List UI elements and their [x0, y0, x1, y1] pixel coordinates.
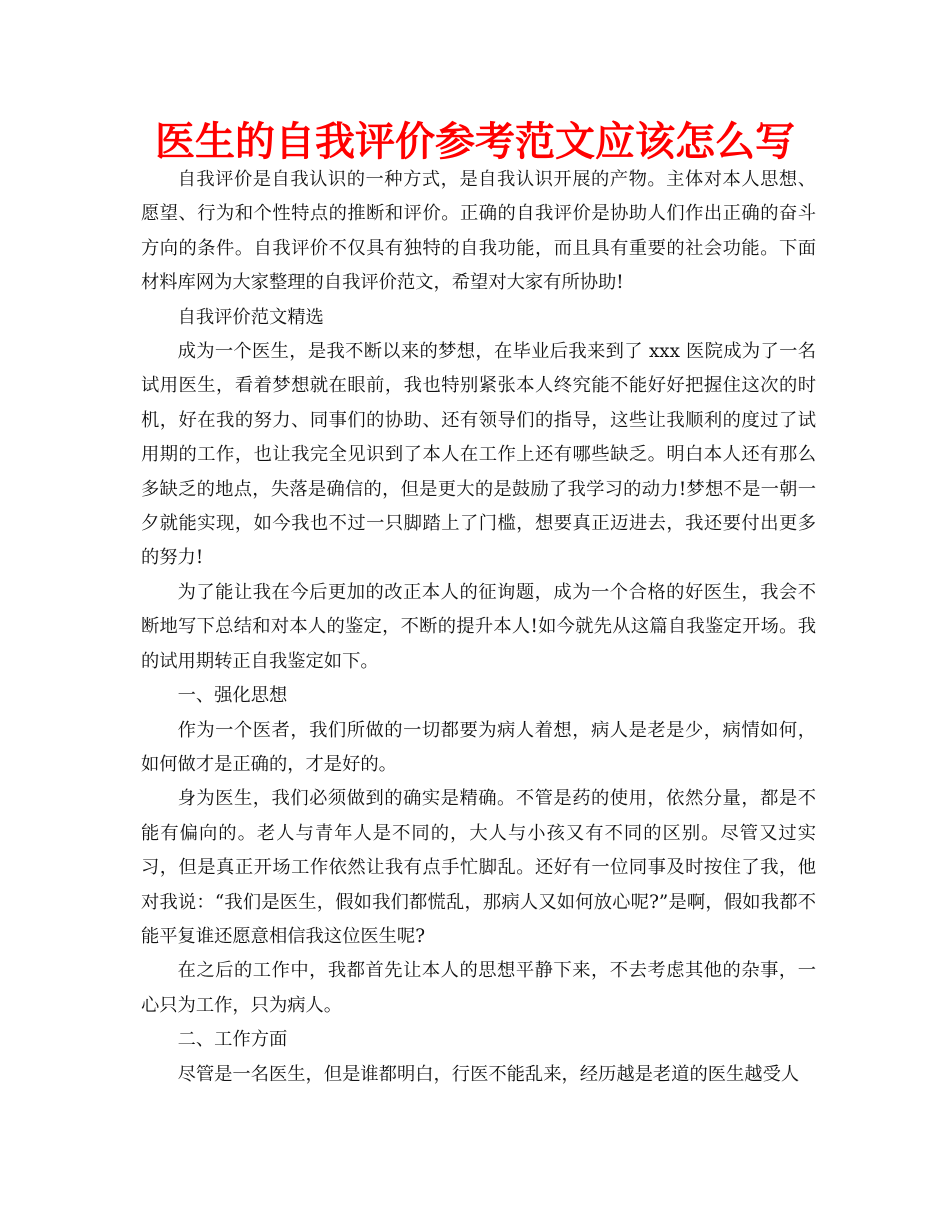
section-heading-thought: 一、强化思想 — [177, 685, 288, 707]
paragraph-patients: 作为一个医者，我们所做的一切都要为病人着想，病人是老是少，病情如何，如何做才是正确的，才是好的。 — [141, 719, 816, 775]
document-title: 医生的自我评价参考范文应该怎么写 — [155, 119, 795, 165]
paragraph-calm: 在之后的工作中，我都首先让本人的思想平静下来，不去考虑其他的杂事，一心只为工作，只为病人。 — [141, 960, 816, 1016]
paragraph-experience: 尽管是一名医生，但是谁都明白，行医不能乱来，经历越是老道的医生越受人 — [177, 1063, 800, 1085]
section-heading-samples: 自我评价范文精选 — [177, 306, 324, 328]
section-heading-work: 二、工作方面 — [177, 1029, 288, 1051]
paragraph-dream: 成为一个医生，是我不断以来的梦想，在毕业后我来到了 xxx 医院成为了一名试用医生，看着梦想就在眼前，我也特别紧张本人终究能不能好好把握住这次的时机，好在我的努力、同事们的协助、还有领导们的指导，这些让我顺利的度过了试用期的工作，也让我完全见识到了本人在工作上还有哪些缺乏。明白本人还有那么多缺乏的地点，失落是确信的，但是更大的是鼓励了我学习的动力!梦想不是一朝一夕就能实现，如今我也不过一只脚踏上了门槛，想要真正迈进去，我还要付出更多的努力! — [141, 341, 816, 569]
paragraph-purpose: 为了能让我在今后更加的改正本人的征询题，成为一个合格的好医生，我会不断地写下总结和对本人的鉴定，不断的提升本人!如今就先从这篇自我鉴定开场。我的试用期转正自我鉴定如下。 — [141, 581, 816, 672]
paragraph-precision: 身为医生，我们必须做到的确实是精确。不管是药的使用，依然分量，都是不能有偏向的。老人与青年人是不同的，大人与小孩又有不同的区别。尽管又过实习，但是真正开场工作依然让我有点手忙脚乱。还好有一位同事及时按住了我，他对我说：“我们是医生，假如我们都慌乱，那病人又如何放心呢?”是啊，假如我都不能平复谁还愿意相信我这位医生呢? — [141, 788, 816, 947]
document-body — [141, 163, 816, 1092]
paragraph-intro: 自我评价是自我认识的一种方式，是自我认识开展的产物。主体对本人思想、愿望、行为和个性特点的推断和评价。正确的自我评价是协助人们作出正确的奋斗方向的条件。自我评价不仅具有独特的自我功能，而且具有重要的社会功能。下面材料库网为大家整理的自我评价范文，希望对大家有所协助! — [141, 169, 816, 294]
